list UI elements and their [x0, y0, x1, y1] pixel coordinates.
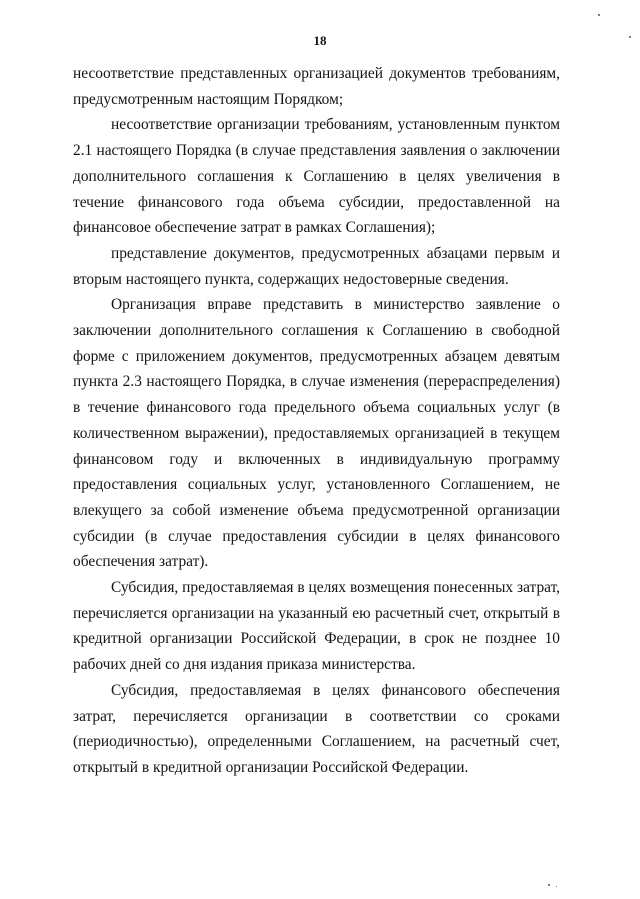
paragraph-6: Субсидия, предоставляемая в целях финансового обеспечения затрат, перечисляется организации в соответствии со сроками (периодичностью), определенными Соглашением, на расчетный счет, открытый в кредитной организации Российской Федерации. [73, 681, 560, 776]
paragraph-1: несоответствие представленных организацией документов требованиям, предусмотренным настоящим Порядком; [73, 65, 560, 108]
paragraph-2: несоответствие организации требованиям, установленным пунктом 2.1 настоящего Порядка (в случае представления заявления о заключении дополнительного соглашения к Соглашению в целях увеличения в течение финансового года объема субсидии, предоставленной на финансовое обеспечение затрат в рамках Соглашения); [73, 116, 560, 237]
paragraph-4: Организация вправе представить в министерство заявление о заключении дополнительного соглашения к Соглашению в свободной форме с приложением документов, предусмотренных абзацем девятым пункта 2.3 настоящего Порядка, в случае изменения (перераспределения) в течение финансового года предельного объема социальных услуг (в количественном выражении), предоставляемых организацией в текущем финансовом году и включенных в индивидуальную программу предоставления социальных услуг, установленного Соглашением, не влекущего за собой изменение объема предусмотренной организации субсидии (в случае предоставления субсидии в целях финансового обеспечения затрат). [73, 296, 560, 571]
scan-speck [556, 886, 557, 887]
scan-speck [548, 884, 550, 886]
scan-speck [598, 14, 600, 16]
scan-speck [629, 36, 631, 38]
document-body [73, 61, 560, 781]
paragraph-5: Субсидия, предоставляемая в целях возмещения понесенных затрат, перечисляется организации на указанный ею расчетный счет, открытый в кредитной организации Российской Федерации, в срок не позднее 10 рабочих дней со дня издания приказа министерства. [73, 579, 560, 674]
paragraph-3: представление документов, предусмотренных абзацами первым и вторым настоящего пункта, содержащих недостоверные сведения. [73, 244, 560, 288]
page-number: 18 [313, 33, 327, 48]
